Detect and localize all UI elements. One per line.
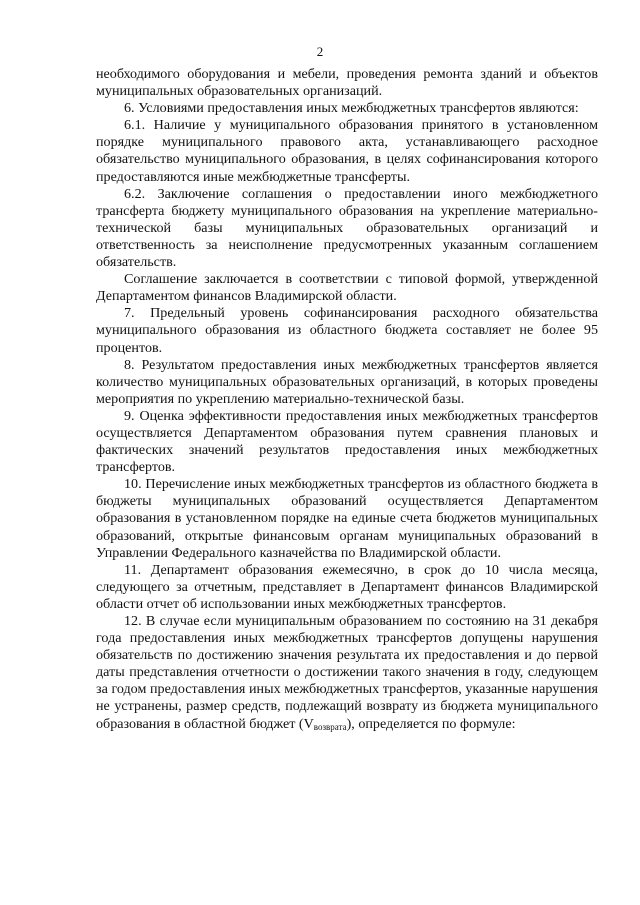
paragraph-continuation: необходимого оборудования и мебели, проведения ремонта зданий и объектов муниципальных образовательных организаций.: [96, 66, 598, 100]
page-number: 2: [316, 44, 324, 59]
paragraph-6: 6. Условиями предоставления иных межбюджетных трансфертов являются:: [124, 100, 579, 117]
document-body: [96, 66, 598, 733]
paragraph-11: 11. Департамент образования ежемесячно, в срок до 10 числа месяца, следующего за отчетным, представляет в Департамент финансов Владимирской области отчет об использовании иных межбюджетных трансфертов.: [96, 561, 598, 612]
paragraph-12-text: 12. В случае если муниципальным образованием по состоянию на 31 декабря года предоставления иных межбюджетных трансфертов допущены нарушения обязательств по достижению значения результата их предоставления и до первой даты представления отчетности о достижении такого значения в году, следующем за годом предоставления иных межбюджетных трансфертов, указанные нарушения не устранены, размер средств, подлежащий возврату из бюджета муниципального образования в областной бюджет (V: [96, 613, 598, 732]
paragraph-8: 8. Результатом предоставления иных межбюджетных трансфертов является количество муниципальных образовательных организаций, в которых проведены мероприятия по укреплению материально-технической базы.: [96, 356, 598, 407]
paragraph-agreement: Соглашение заключается в соответствии с типовой формой, утвержденной Департаментом финансов Владимирской области.: [96, 271, 598, 305]
subscript-vozvrata: возврата: [313, 721, 347, 732]
paragraph-7: 7. Предельный уровень софинансирования расходного обязательства муниципального образования из областного бюджета составляет не более 95 процентов.: [96, 305, 598, 356]
paragraph-6-1: 6.1. Наличие у муниципального образования принятого в установленном порядке муниципального правового акта, устанавливающего расходное обязательство муниципального образования, в целях софинансирования которого предоставляются иные межбюджетные трансферты.: [96, 117, 598, 185]
paragraph-6-2: 6.2. Заключение соглашения о предоставлении иного межбюджетного трансферта бюджету муниципального образования на укрепление материально-технической базы муниципальных образовательных организаций и ответственность за неисполнение предусмотренных указанным соглашением обязательств.: [96, 185, 598, 271]
paragraph-12: [96, 613, 598, 733]
paragraph-9: 9. Оценка эффективности предоставления иных межбюджетных трансфертов осуществляется Департаментом образования путем сравнения плановых и фактических значений результатов предоставления иных межбюджетных трансфертов.: [96, 407, 598, 476]
paragraph-10: 10. Перечисление иных межбюджетных трансфертов из областного бюджета в бюджеты муниципальных образований осуществляется Департаментом образования в установленном порядке на единые счета бюджетов муниципальных образований, открытые финансовым органам муниципальных образований в Управлении Федерального казначейства по Владимирской области.: [96, 476, 598, 561]
paragraph-12-tail: ), определяется по формуле:: [346, 715, 516, 732]
